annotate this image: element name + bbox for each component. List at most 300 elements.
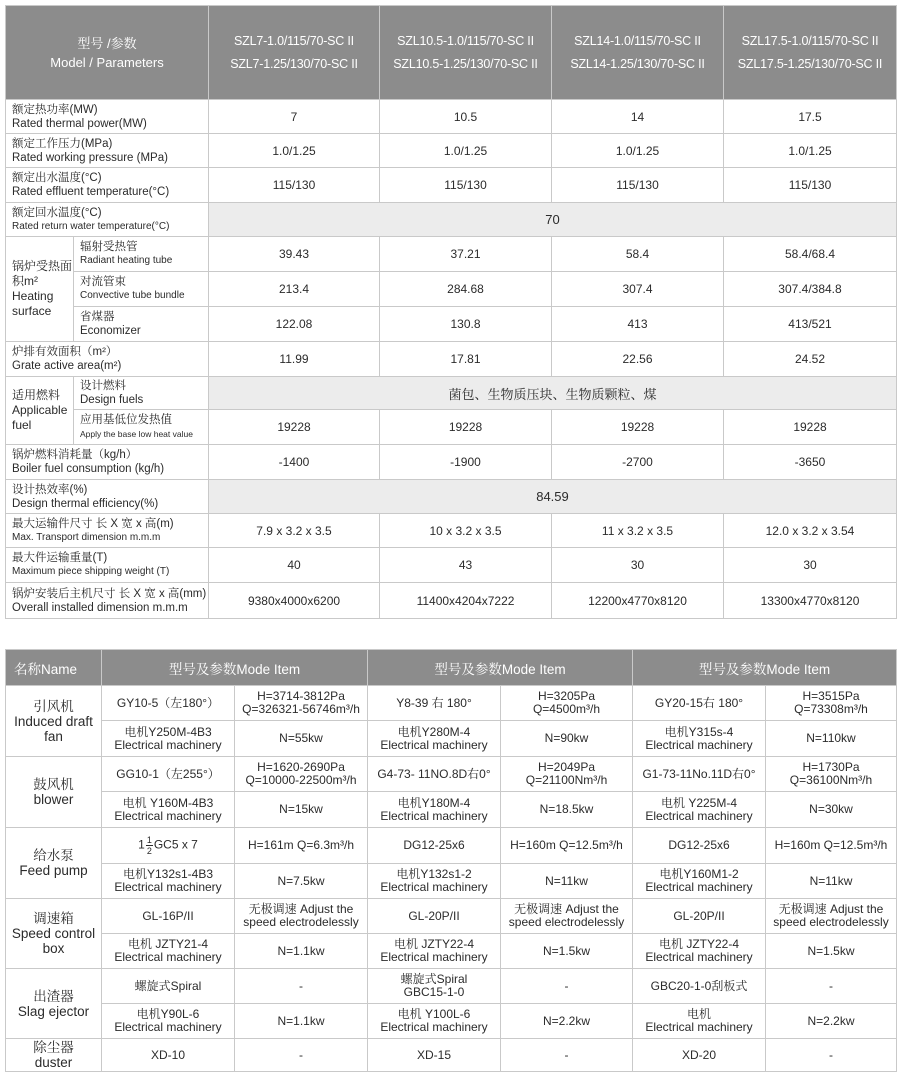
- table-cell: 307.4: [552, 272, 724, 307]
- row-label: [74, 377, 209, 410]
- table-row: [6, 686, 897, 721]
- table-row: [6, 410, 897, 445]
- label-cn: 设计热效率(%): [12, 483, 88, 496]
- cell-line: speed electrodelessly: [773, 915, 889, 929]
- equipment-name: [6, 1039, 102, 1072]
- table-cell: 37.21: [380, 237, 552, 272]
- cell-line: 电机Y90L-6: [136, 1007, 200, 1021]
- table-cell: [501, 828, 633, 864]
- table-cell: [235, 934, 368, 969]
- label-en: Rated return water temperature(°C): [12, 220, 170, 232]
- table-cell: 1.0/1.25: [724, 134, 897, 168]
- table-cell: [766, 1039, 897, 1072]
- table-cell: [235, 899, 368, 934]
- cell-line: DG12-25x6: [668, 838, 730, 852]
- cell-line: 电机 Y100L-6: [397, 1007, 471, 1021]
- row-label: [74, 272, 209, 307]
- table-cell: 10.5: [380, 100, 552, 134]
- table-row: [6, 548, 897, 583]
- table-row: [6, 792, 897, 828]
- table-row: [6, 342, 897, 377]
- table-cell: 413: [552, 307, 724, 342]
- table-cell: [368, 757, 501, 792]
- cell-line: N=2.2kw: [807, 1013, 855, 1028]
- table-cell: [766, 792, 897, 828]
- auxiliary-equipment-table: [5, 649, 897, 1072]
- table-cell: 19228: [552, 410, 724, 445]
- table-cell: -3650: [724, 445, 897, 480]
- table-row: [6, 272, 897, 307]
- table-cell: 19228: [209, 410, 380, 445]
- table-cell: [501, 721, 633, 757]
- cell-line: N=1.5kw: [807, 943, 855, 958]
- table-cell: 7: [209, 100, 380, 134]
- table-row: [6, 1039, 897, 1072]
- model-header: [209, 6, 380, 100]
- header-label-cn: 型号 /参数: [77, 35, 137, 51]
- model-name: SZL17.5-1.0/115/70-SC II: [741, 33, 879, 48]
- cell-line: -: [299, 1047, 303, 1062]
- label-cn: 额定出水温度(°C): [12, 172, 102, 184]
- cell-line: GL-16P/II: [142, 908, 194, 923]
- cell-line: GBC15-1-0: [403, 985, 465, 999]
- cell-line: GY20-15右 180°: [654, 695, 744, 710]
- cell-line: Electrical machinery: [114, 808, 222, 823]
- table-row: [6, 203, 897, 237]
- table-cell: 39.43: [209, 237, 380, 272]
- equipment-name-en: duster: [34, 1055, 73, 1070]
- table-cell: [501, 1004, 633, 1039]
- label-cn: 设计燃料: [80, 380, 126, 392]
- cell-line: 无极调速 Adjust the: [778, 902, 884, 916]
- row-label: [6, 583, 209, 619]
- equipment-name-en: blower: [33, 792, 74, 807]
- cell-line: N=1.1kw: [277, 943, 325, 958]
- cell-line: N=11kw: [545, 873, 588, 888]
- table-cell: [102, 969, 235, 1004]
- table-cell: [102, 864, 235, 899]
- row-label: [6, 480, 209, 514]
- label-en: Design thermal efficiency(%): [12, 497, 159, 510]
- table-cell: 17.81: [380, 342, 552, 377]
- row-label: [74, 410, 209, 445]
- label-cn: 锅炉燃料消耗量（kg/h）: [12, 449, 138, 461]
- table-row: [6, 721, 897, 757]
- table-row: [6, 757, 897, 792]
- boiler-parameters-table: [5, 5, 897, 619]
- cell-line: Q=21100Nm³/h: [525, 773, 608, 787]
- table-row: [6, 864, 897, 899]
- table-cell: 12200x4770x8120: [552, 583, 724, 619]
- table-cell: [102, 1039, 235, 1072]
- model-name: SZL14-1.25/130/70-SC II: [570, 56, 705, 71]
- fuel-group-label: [6, 377, 74, 445]
- label-cn: 省煤器: [80, 311, 115, 323]
- table-row: [6, 168, 897, 203]
- table-row: [6, 307, 897, 342]
- table-cell: [766, 934, 897, 969]
- table-cell: 307.4/384.8: [724, 272, 897, 307]
- table-cell-merged: 70: [209, 203, 897, 237]
- table-cell: [766, 721, 897, 757]
- table-cell: [102, 686, 235, 721]
- table-cell: 284.68: [380, 272, 552, 307]
- cell-line: 电机Y132s1-4B3: [122, 867, 214, 881]
- label-en: Rated thermal power(MW): [12, 117, 147, 130]
- table-cell: [766, 969, 897, 1004]
- table-cell: 30: [724, 548, 897, 583]
- table-cell: [235, 721, 368, 757]
- table-cell: [368, 969, 501, 1004]
- cell-line: 无极调速 Adjust the: [514, 902, 619, 916]
- table-cell: 58.4/68.4: [724, 237, 897, 272]
- equipment-name: [6, 686, 102, 757]
- equipment-name-cn: 鼓风机: [33, 777, 74, 792]
- row-label: [6, 342, 209, 377]
- cell-line: Electrical machinery: [645, 808, 753, 823]
- cell-line: GY10-5（左180°）: [116, 695, 220, 710]
- table-cell: 43: [380, 548, 552, 583]
- cell-line: Electrical machinery: [380, 950, 488, 964]
- row-label: [74, 307, 209, 342]
- fraction: [146, 835, 153, 856]
- table-cell: [633, 792, 766, 828]
- table-cell: 7.9 x 3.2 x 3.5: [209, 514, 380, 548]
- cell-line: 电机 Y225M-4: [660, 795, 738, 810]
- cell-line: 电机Y250M-4B3: [124, 724, 212, 739]
- row-label: [6, 134, 209, 168]
- table-cell: [102, 1004, 235, 1039]
- table-cell: [368, 828, 501, 864]
- equipment-name: [6, 828, 102, 899]
- fraction-whole: 1: [138, 837, 145, 852]
- model-name: SZL7-1.0/115/70-SC II: [234, 33, 354, 48]
- cell-line: G4-73- 11NO.8D右0°: [377, 766, 491, 781]
- table-cell: 1.0/1.25: [209, 134, 380, 168]
- table-cell: [368, 934, 501, 969]
- equipment-name-en: Feed pump: [19, 863, 88, 878]
- model-header: [380, 6, 552, 100]
- cell-line: H=3714-3812Pa: [257, 689, 345, 703]
- label-en: Maximum piece shipping weight (T): [12, 566, 170, 577]
- cell-line: Electrical machinery: [645, 950, 753, 964]
- equipment-name: [6, 899, 102, 969]
- table-cell: 11 x 3.2 x 3.5: [552, 514, 724, 548]
- table-cell: 30: [552, 548, 724, 583]
- table-cell: 9380x4000x6200: [209, 583, 380, 619]
- table-row: [6, 134, 897, 168]
- cell-line: N=55kw: [279, 731, 323, 745]
- model-parameters-header: [6, 6, 209, 100]
- cell-line: -: [299, 978, 303, 993]
- row-label: [6, 100, 209, 134]
- table-cell: [235, 1004, 368, 1039]
- cell-line: 电机Y280M-4: [397, 724, 471, 739]
- cell-line: N=110kw: [806, 731, 856, 745]
- label-cn: 额定回水温度(°C): [12, 206, 102, 219]
- table-cell: 17.5: [724, 100, 897, 134]
- table-cell: [235, 864, 368, 899]
- cell-line: 电机Y160M1-2: [659, 867, 739, 881]
- header-label-en: Model / Parameters: [50, 54, 164, 70]
- table-cell: 19228: [380, 410, 552, 445]
- table-cell: [633, 899, 766, 934]
- label-en: Convective tube bundle: [80, 290, 185, 301]
- cell-line: N=90kw: [544, 731, 589, 745]
- row-label: [6, 168, 209, 203]
- cell-line: Electrical machinery: [645, 737, 753, 752]
- table-row: [6, 237, 897, 272]
- label-en: Max. Transport dimension m.m.m: [12, 531, 161, 543]
- cell-line: GBC20-1-0刮板式: [650, 978, 748, 993]
- cell-line: N=7.5kw: [277, 873, 325, 888]
- label-en: Grate active area(m²): [12, 360, 122, 372]
- label-cn: 炉排有效面积（m²）: [12, 346, 118, 358]
- label-cn: 适用燃料: [12, 388, 61, 402]
- cell-line: Electrical machinery: [380, 808, 488, 823]
- table-cell: [368, 864, 501, 899]
- cell-line: Q=10000-22500m³/h: [245, 773, 357, 787]
- table-cell: -1900: [380, 445, 552, 480]
- table-cell: [368, 1039, 501, 1072]
- table-cell: [766, 757, 897, 792]
- cell-line: 螺旋式Spiral: [400, 972, 468, 986]
- row-label: [6, 445, 209, 480]
- row-label: [6, 203, 209, 237]
- cell-line: Electrical machinery: [114, 1020, 222, 1034]
- cell-line: H=1620-2690Pa: [257, 760, 345, 774]
- cell-line: N=1.5kw: [542, 943, 591, 958]
- model-header: [552, 6, 724, 100]
- cell-line: 电机Y132s1-2: [396, 867, 472, 881]
- table-cell: [766, 1004, 897, 1039]
- cell-line: 电机Y180M-4: [397, 795, 471, 810]
- table-cell: -1400: [209, 445, 380, 480]
- cell-line: N=30kw: [809, 802, 853, 816]
- table-cell: [633, 828, 766, 864]
- cell-line: speed electrodelessly: [508, 915, 625, 929]
- label-en: Overall installed dimension m.m.m: [12, 601, 188, 614]
- equipment-name-cn: 除尘器: [33, 1040, 74, 1055]
- table-cell: [633, 686, 766, 721]
- cell-line: XD-15: [416, 1047, 451, 1062]
- cell-line: Q=326321-56746m³/h: [242, 702, 360, 716]
- model-header: [724, 6, 897, 100]
- label-en: Boiler fuel consumption (kg/h): [12, 463, 165, 475]
- table-cell: [633, 1004, 766, 1039]
- table-cell: 1.0/1.25: [552, 134, 724, 168]
- cell-line: Q=36100Nm³/h: [789, 773, 873, 787]
- cell-line: Electrical machinery: [380, 1020, 488, 1034]
- equipment-name-en: Induced draft fan: [14, 713, 93, 744]
- table-cell: [633, 864, 766, 899]
- table-cell: [368, 792, 501, 828]
- table-cell: [501, 792, 633, 828]
- table-cell: [235, 757, 368, 792]
- cell-line: Y8-39 右 180°: [396, 695, 472, 710]
- table-cell: [368, 899, 501, 934]
- table-cell: [766, 864, 897, 899]
- cell-line: 电机Y315s-4: [664, 724, 734, 739]
- cell-line: 电机: [686, 1007, 711, 1021]
- table-cell: [501, 899, 633, 934]
- cell-line: 电机 Y160M-4B3: [122, 795, 214, 810]
- table-row: [6, 899, 897, 934]
- table-cell: [102, 721, 235, 757]
- cell-line: speed electrodelessly: [243, 915, 359, 929]
- model-text: GC5 x 7: [153, 837, 198, 852]
- cell-line: G1-73-11No.11D右0°: [642, 766, 756, 781]
- table-cell: 213.4: [209, 272, 380, 307]
- heating-surface-group-label: [6, 237, 74, 342]
- label-cn: 额定热功率(MW): [12, 103, 98, 116]
- cell-line: H=2049Pa: [537, 760, 596, 774]
- cell-line: Electrical machinery: [114, 880, 222, 894]
- label-cn: 最大件运输重量(T): [12, 552, 108, 564]
- table-row: [6, 583, 897, 619]
- label-cn: 应用基低位发热值: [80, 414, 172, 426]
- equipment-name-en: Slag ejector: [17, 1003, 90, 1019]
- cell-line: Electrical machinery: [380, 880, 488, 894]
- cell-line: H=161m Q=6.3m³/h: [247, 838, 355, 852]
- table-cell: [235, 1039, 368, 1072]
- cell-line: 螺旋式Spiral: [134, 978, 202, 993]
- table-cell: [235, 828, 368, 864]
- row-label: [74, 237, 209, 272]
- cell-line: XD-20: [681, 1047, 716, 1062]
- cell-line: H=3205Pa: [537, 689, 596, 703]
- cell-line: -: [829, 1047, 833, 1062]
- label-en: Rated working pressure (MPa): [12, 151, 168, 164]
- table-cell: [633, 969, 766, 1004]
- row-label: [6, 514, 209, 548]
- label-cn: 锅炉受热面积m²: [12, 259, 73, 288]
- cell-line: Q=4500m³/h: [532, 702, 601, 716]
- table-cell: [235, 792, 368, 828]
- table-cell: [633, 721, 766, 757]
- equipment-name-en: Speed control box: [11, 926, 96, 956]
- table-cell: 1.0/1.25: [380, 134, 552, 168]
- table-cell: [501, 686, 633, 721]
- table-cell: [501, 757, 633, 792]
- cell-line: Electrical machinery: [114, 737, 222, 752]
- table-cell: 115/130: [552, 168, 724, 203]
- cell-line: H=160m Q=12.5m³/h: [510, 838, 623, 852]
- cell-line: N=2.2kw: [542, 1013, 591, 1028]
- table-cell-merged: 菌包、生物质压块、生物质颗粒、煤: [209, 377, 897, 410]
- cell-line: -: [564, 1047, 569, 1062]
- cell-line: XD-10: [150, 1047, 185, 1062]
- label-en: Applicable fuel: [12, 403, 68, 432]
- cell-line: -: [564, 978, 569, 993]
- cell-line: Electrical machinery: [380, 737, 488, 752]
- table-row: [6, 514, 897, 548]
- cell-line: N=11kw: [809, 873, 853, 888]
- table-cell: 12.0 x 3.2 x 3.54: [724, 514, 897, 548]
- mode-item-header: 型号及参数Mode Item: [102, 650, 368, 686]
- table-row: [6, 377, 897, 410]
- name-header: 名称Name: [6, 650, 102, 686]
- table-cell: [501, 864, 633, 899]
- table-cell: [235, 686, 368, 721]
- cell-line: -: [829, 978, 833, 993]
- label-en: Design fuels: [80, 394, 144, 406]
- table-row: [6, 100, 897, 134]
- auxiliary-table-body: [6, 686, 897, 1072]
- table-cell: 40: [209, 548, 380, 583]
- label-en: Heating surface: [12, 289, 54, 318]
- table-row: [6, 480, 897, 514]
- table-cell: 413/521: [724, 307, 897, 342]
- table-cell: 19228: [724, 410, 897, 445]
- fraction-denominator: 2: [146, 846, 152, 856]
- table-cell: 22.56: [552, 342, 724, 377]
- label-cn: 最大运输件尺寸 长 X 宽 x 高(m): [12, 517, 174, 530]
- label-cn: 额定工作压力(MPa): [12, 137, 113, 150]
- table-cell: [102, 757, 235, 792]
- table-cell: 14: [552, 100, 724, 134]
- table-cell: [102, 899, 235, 934]
- equipment-name-cn: 出渣器: [33, 988, 74, 1004]
- equipment-name: [6, 757, 102, 828]
- cell-line: Q=73308m³/h: [794, 702, 868, 716]
- cell-line: Electrical machinery: [645, 1020, 753, 1034]
- cell-line: GL-20P/II: [408, 908, 460, 923]
- mode-item-header: 型号及参数Mode Item: [368, 650, 633, 686]
- table-cell: [633, 934, 766, 969]
- table-cell: -2700: [552, 445, 724, 480]
- cell-line: H=3515Pa: [802, 689, 860, 703]
- model-name: SZL7-1.25/130/70-SC II: [230, 56, 358, 71]
- label-cn: 辐射受热管: [80, 241, 138, 253]
- cell-line: Electrical machinery: [645, 880, 753, 894]
- table-cell: [102, 828, 235, 864]
- equipment-name-cn: 引风机: [33, 698, 74, 714]
- table-cell: [102, 934, 235, 969]
- equipment-name-cn: 给水泵: [33, 848, 74, 863]
- cell-line: 电机 JZTY21-4: [127, 937, 209, 951]
- table-cell: [766, 828, 897, 864]
- table-cell: 24.52: [724, 342, 897, 377]
- table-cell: 10 x 3.2 x 3.5: [380, 514, 552, 548]
- cell-line: H=1730Pa: [802, 760, 860, 774]
- table-cell: 115/130: [380, 168, 552, 203]
- cell-line: DG12-25x6: [403, 838, 465, 852]
- table-row: [6, 934, 897, 969]
- model-name: SZL14-1.0/115/70-SC II: [574, 33, 701, 48]
- table-row: [6, 828, 897, 864]
- table-cell: 11.99: [209, 342, 380, 377]
- table-row: [6, 445, 897, 480]
- table-cell-merged: 84.59: [209, 480, 897, 514]
- table-row: [6, 1004, 897, 1039]
- cell-line: GG10-1（左255°）: [116, 766, 220, 781]
- cell-line: N=15kw: [279, 802, 323, 816]
- equipment-name-cn: 调速箱: [33, 911, 74, 926]
- label-en: Rated effluent temperature(°C): [12, 186, 170, 198]
- fraction-numerator: 1: [146, 835, 152, 845]
- table-cell: 11400x4204x7222: [380, 583, 552, 619]
- equipment-name: [6, 969, 102, 1039]
- cell-line: GL-20P/II: [673, 908, 725, 923]
- table-cell: [368, 686, 501, 721]
- model-name: SZL10.5-1.0/115/70-SC II: [397, 33, 534, 48]
- table-cell: [766, 899, 897, 934]
- cell-line: Electrical machinery: [114, 950, 222, 964]
- model-name: SZL17.5-1.25/130/70-SC II: [737, 56, 883, 71]
- table-cell: 115/130: [724, 168, 897, 203]
- table-cell: 115/130: [209, 168, 380, 203]
